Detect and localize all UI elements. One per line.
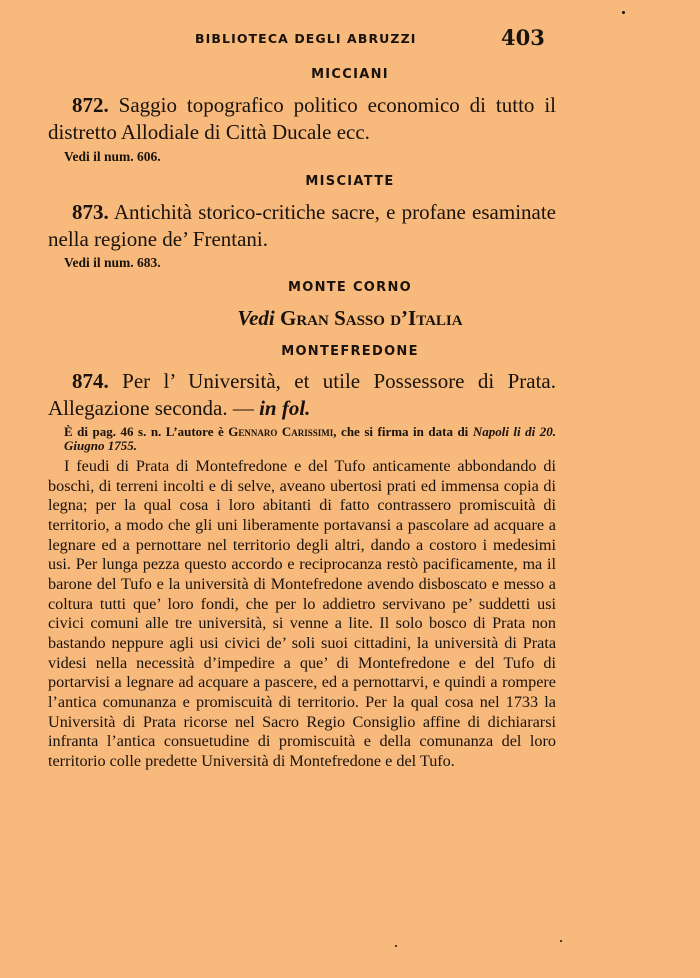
scan-speck <box>560 940 562 942</box>
entry-format: in fol. <box>259 396 311 420</box>
bibliographic-note <box>64 425 556 453</box>
section-heading-micciani: MICCIANI <box>311 67 389 82</box>
reference-note: Vedi il num. 606. <box>64 149 161 164</box>
scan-speck <box>395 945 397 947</box>
cross-reference-target: Gran Sasso d’Italia <box>280 306 463 330</box>
scan-speck <box>622 11 625 14</box>
entry-number: 874. <box>72 369 109 393</box>
entry-text: Per l’ Università, et utile Possessore di Prata. Allegazione seconda. — <box>48 369 556 420</box>
entry-872 <box>48 92 556 146</box>
reference-note: Vedi il num. 683. <box>64 255 161 270</box>
note-text: È di pag. 46 s. n. L’autore è <box>64 424 224 439</box>
entry-text: Antichità storico-critiche sacre, e profane esaminate nella regione de’ Frentani. <box>48 200 556 251</box>
running-head: BIBLIOTECA DEGLI ABRUZZI <box>195 31 417 46</box>
section-heading-misciatte: MISCIATTE <box>305 174 395 189</box>
entry-number: 872. <box>72 93 109 117</box>
section-heading-monte-corno: MONTE CORNO <box>288 280 412 295</box>
body-text: I feudi di Prata di Montefredone e del Tufo anticamente abbondando di boschi, di terreni incolti e di selve, aveano ubertosi prati ed immensa copia di legna; per la qual cosa i loro abitanti di fatto contrassero promiscuità di territorio, a modo che gli uni liberamente portavansi a pascolare ad acquare a legnare ed a pernottare nel territorio degli altri, dando a costoro i medesimi usi. Per lunga pezza questo accordo e reciprocanza restò pacificamente, ma il barone del Tufo e la università di Montefredone avendo disboscato e messo a coltura tutti que’ loro fondi, che per lo addietro servivano pe’ suddetti usi civici comuni alle tre università, si venne a lite. Il solo bosco di Prata non bastando neppure agli usi civici de’ soli suoi cittadini, la università di Prata videsi nella necessità d’impedire a que’ di Montefredone e del Tufo di portarvisi a legnare ad acquare a pascere, ed a pernottarvi, e quindi a rompere l’antica comunanza e promiscuità di territorio. Per la qual cosa nel 1733 la Università di Prata ricorse nel Sacro Regio Consiglio affine di dichiararsi infranta l’antica consuetudine di promiscuità e della comunanza del loro territorio colle predette Università di Montefredone e del Tufo. <box>48 457 556 770</box>
note-place-date: Napoli li di 20. Giugno 1755. <box>64 424 557 453</box>
entry-874 <box>48 368 556 422</box>
entry-number: 873. <box>72 200 109 224</box>
page-number: 403 <box>501 25 545 50</box>
vedi-label: Vedi <box>237 306 275 330</box>
entry-text: Saggio topografico politico economico di tutto il distretto Allodiale di Città Ducale ecc. <box>48 93 556 144</box>
cross-reference <box>0 306 700 331</box>
note-author: Gennaro Carissimi <box>228 424 334 439</box>
section-heading-montefredone: MONTEFREDONE <box>281 344 419 359</box>
entry-873 <box>48 199 556 253</box>
note-text: , che si firma in data di <box>333 424 469 439</box>
body-paragraph <box>48 457 556 772</box>
